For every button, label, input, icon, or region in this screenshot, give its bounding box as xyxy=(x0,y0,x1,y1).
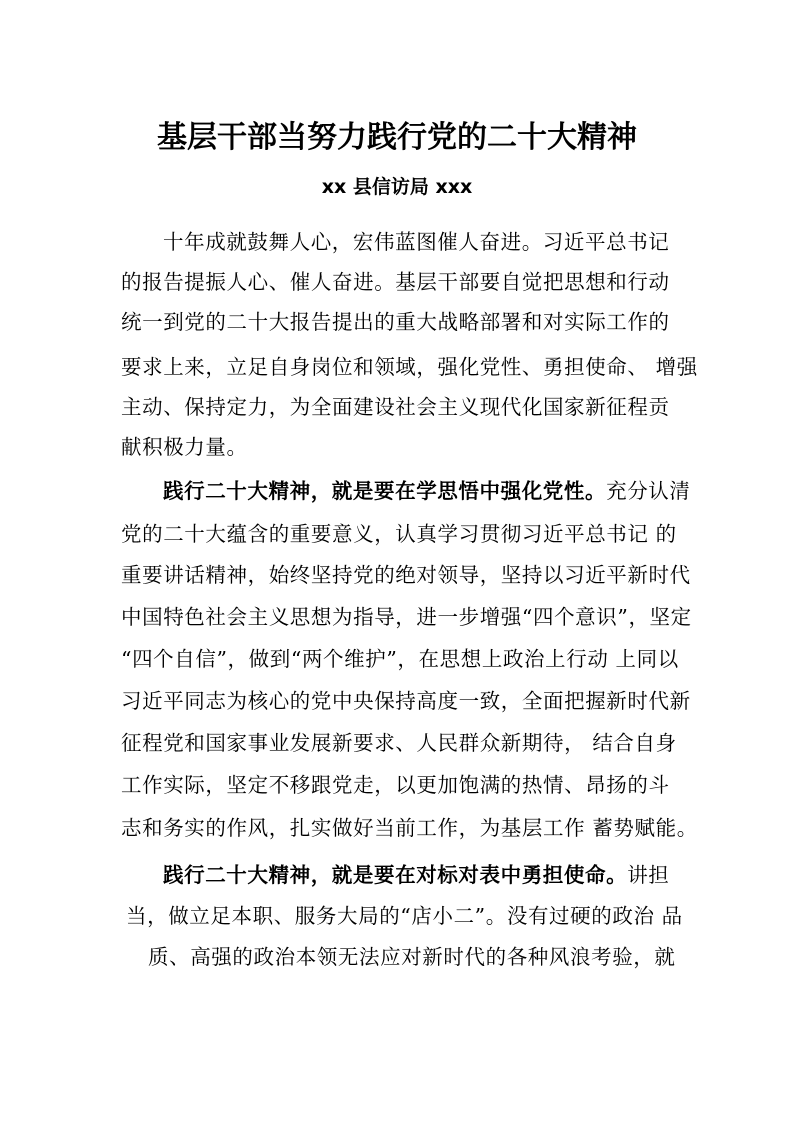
text-line xyxy=(163,229,669,255)
line-text: 质、高强的政治本领无法应对新时代的各种风浪考验，就 xyxy=(148,945,676,969)
text-line xyxy=(121,394,670,420)
line-text: 统一到党的二十大报告提出的重大战略部署和对实际工作的 xyxy=(121,310,670,334)
text-line xyxy=(148,944,676,970)
line-text: 的报告提振人心、催人奋进。基层干部要自觉把思想和行动 xyxy=(121,270,670,294)
text-line xyxy=(163,478,691,504)
text-line xyxy=(121,269,670,295)
text-line xyxy=(121,521,677,547)
text-line xyxy=(163,862,669,888)
text-line xyxy=(121,772,670,798)
line-text: 志和务实的作风，扎实做好当前工作，为基层工作 蓄势赋能。 xyxy=(121,816,698,840)
text-line xyxy=(121,688,691,714)
line-text: 当，做立足本职、服务大局的“店小二”。没有过硬的政治 品 xyxy=(126,904,683,928)
text-line xyxy=(121,604,692,630)
text-line xyxy=(121,815,698,841)
line-text: 工作实际，坚定不移跟党走，以更加饱满的热情、昂扬的斗 xyxy=(121,773,670,797)
line-text: 献积极力量。 xyxy=(121,435,248,459)
bold-heading: 践行二十大精神，就是要在对标对表中勇担使命。 xyxy=(163,863,628,887)
line-text: 主动、保持定力，为全面建设社会主义现代化国家新征程贡 xyxy=(121,395,670,419)
line-text: 讲担 xyxy=(627,863,670,887)
line-text: 习近平同志为核心的党中央保持高度一致，全面把握新时代新 xyxy=(121,689,691,713)
document-byline: xx 县信访局 xxx xyxy=(321,176,473,198)
line-text: 重要讲话精神，始终坚持党的绝对领导，坚持以习近平新时代 xyxy=(121,563,691,587)
text-line xyxy=(126,903,683,929)
line-text: “四个自信”，做到“两个维护”，在思想上政治上行动 上同以 xyxy=(121,647,679,671)
line-text: 征程党和国家事业发展新要求、人民群众新期待， 结合自身 xyxy=(121,731,677,755)
line-text: 中国特色社会主义思想为指导，进一步增强“四个意识”，坚定 xyxy=(121,605,692,629)
document-title: 基层干部当努力践行党的二十大精神 xyxy=(157,120,637,155)
text-line xyxy=(121,309,670,335)
line-text: 要求上来，立足自身岗位和领域，强化党性、勇担使命、 增强 xyxy=(121,355,698,379)
line-text: 党的二十大蕴含的重要意义，认真学习贯彻习近平总书记 的 xyxy=(121,522,677,546)
bold-heading: 践行二十大精神，就是要在学思悟中强化党性。 xyxy=(163,479,607,503)
line-text: 十年成就鼓舞人心，宏伟蓝图催人奋进。习近平总书记 xyxy=(163,230,670,254)
text-line xyxy=(121,562,691,588)
text-line xyxy=(121,354,698,380)
text-line xyxy=(121,646,679,672)
text-line xyxy=(121,434,248,460)
text-line xyxy=(121,730,677,756)
line-text: 充分认清 xyxy=(606,479,691,503)
